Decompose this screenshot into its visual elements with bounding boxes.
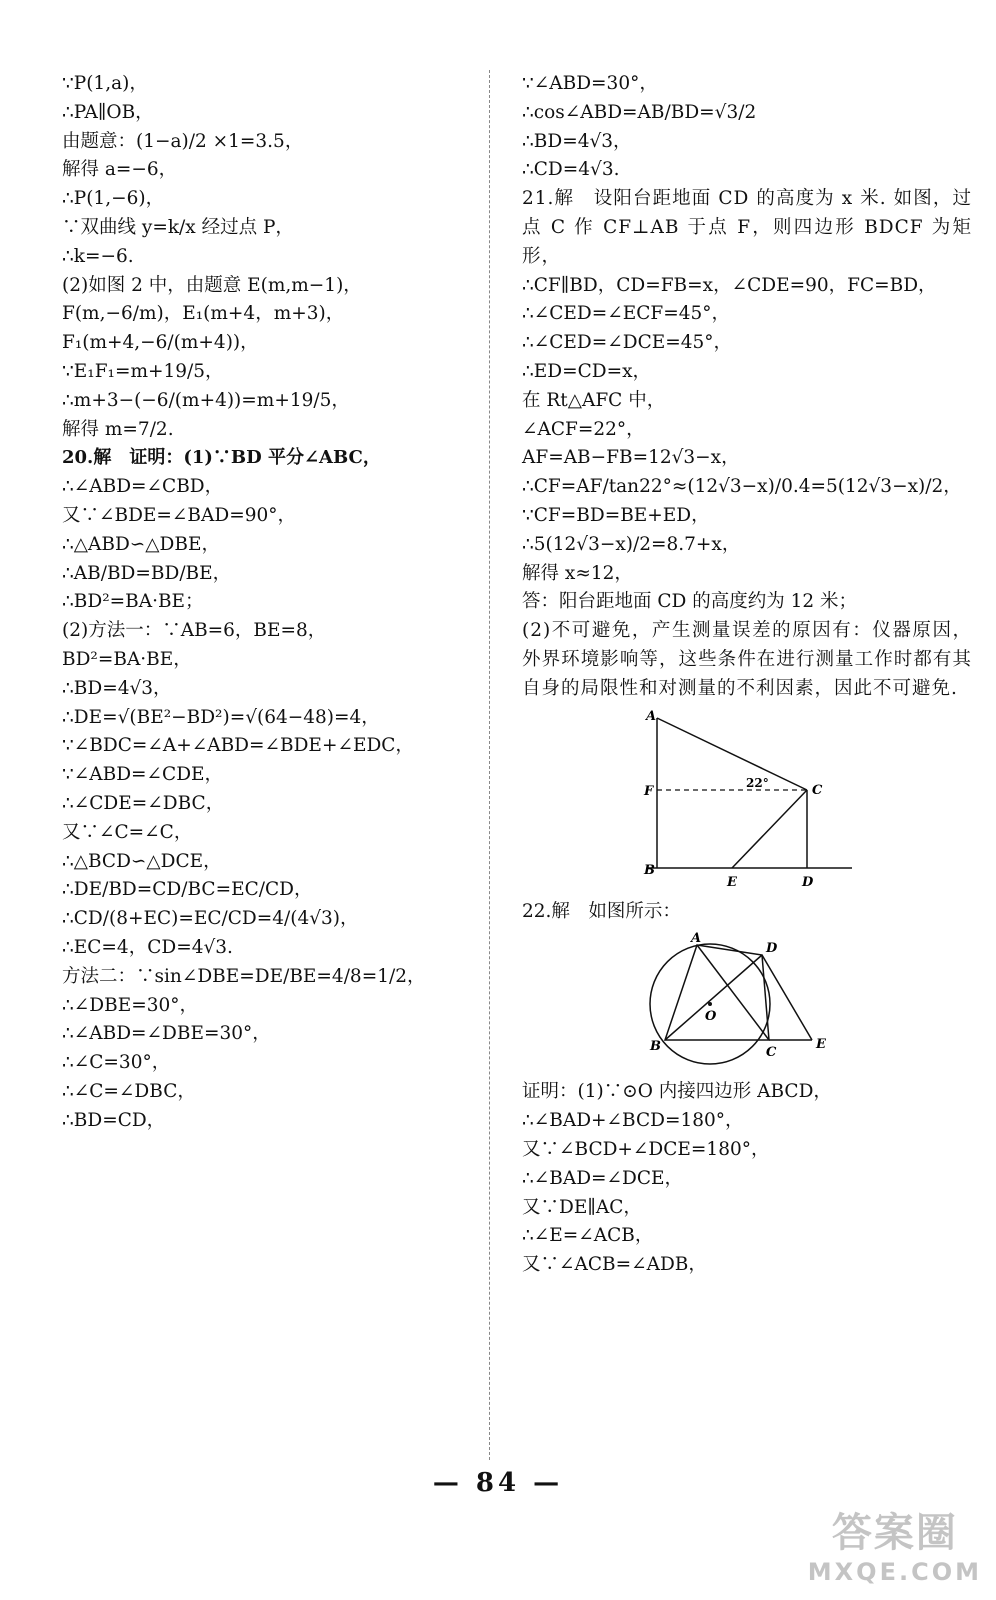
text-line: ∴△BCD∽△DCE， (62, 850, 222, 872)
text-line: 解得 x≈12， (522, 562, 633, 584)
text-line: ∴∠BAD=∠DCE， (522, 1167, 684, 1189)
text-line: ∴∠ABD=∠DBE=30°， (62, 1023, 271, 1045)
label-O: O (705, 1009, 717, 1025)
text-line: ∴AB/BD=BD/BE， (62, 562, 232, 584)
text-line: 解得 m=7/2. (62, 418, 174, 440)
figure-22-diagram (522, 928, 972, 1078)
question-20-heading: 20.解 证明：(1)∵BD 平分∠ABC， (62, 447, 381, 469)
text-line: 又∵DE∥AC， (522, 1196, 642, 1218)
text-line: ∴△ABD∽△DBE， (62, 533, 220, 555)
question-22-heading: 22.解 如图所示： (522, 900, 681, 922)
text-line: ∴DE=√(BE²−BD²)=√(64−48)=4， (62, 706, 380, 728)
text-line: ∴BD=CD， (62, 1109, 166, 1131)
label-C: C (766, 1045, 777, 1061)
text-line: ∴∠CDE=∠DBC， (62, 792, 225, 814)
text-line: 在 Rt△AFC 中， (522, 389, 666, 411)
text-line: ∴ED=CD=x， (522, 360, 652, 382)
text-line: ∴DE/BD=CD/BC=EC/CD， (62, 879, 313, 901)
label-B: B (644, 862, 655, 878)
text-line: ∴P(1,−6)， (62, 188, 165, 210)
text-line: 又∵∠BCD+∠DCE=180°， (522, 1138, 770, 1160)
text-line: 答：阳台距地面 CD 的高度约为 12 米； (522, 591, 858, 613)
label-D: D (766, 941, 778, 957)
text-line: F₁(m+4,−6/(m+4))， (62, 332, 259, 354)
column-divider (489, 70, 490, 1460)
text-line: 又∵∠C=∠C， (62, 821, 193, 843)
label-B: B (650, 1039, 661, 1055)
label-E: E (727, 874, 737, 890)
text-line: ∴∠CED=∠DCE=45°， (522, 332, 733, 354)
text-line: ∵双曲线 y=k/x 经过点 P， (62, 216, 294, 238)
right-column (522, 70, 972, 1280)
text-line: ∴∠ABD=∠CBD， (62, 476, 224, 498)
text-line: ∴EC=4，CD=4√3. (62, 936, 233, 958)
text-line: ∴BD=4√3， (522, 130, 632, 152)
label-A: A (646, 708, 657, 724)
text-line: 证明：(1)∵⊙O 内接四边形 ABCD， (522, 1081, 832, 1103)
left-column (62, 70, 462, 1135)
text-line: (2)方法一：∵AB=6，BE=8， (62, 620, 327, 642)
watermark-line2: MXQE.COM (807, 1558, 982, 1586)
figure-21-diagram (522, 708, 972, 898)
question-21-heading: 21.解 设阳台距地面 CD 的高度为 x 米. 如图，过点 C 作 CF⊥AB 于点 F，则四边形 BDCF 为矩形， (522, 188, 972, 267)
text-line: 方法二：∵sin∠DBE=DE/BE=4/8=1/2， (62, 965, 426, 987)
text-line: 又∵∠ACB=∠ADB， (522, 1254, 707, 1276)
text-line: ∴k=−6. (62, 245, 134, 267)
text-line: AF=AB−FB=12√3−x， (522, 447, 740, 469)
watermark-logo (808, 1501, 982, 1586)
text-line: F(m,−6/m)，E₁(m+4，m+3)， (62, 303, 345, 325)
text-line: ∴PA∥OB， (62, 101, 154, 123)
text-line: ∴CF∥BD，CD=FB=x，∠CDE=90，FC=BD， (522, 274, 937, 296)
text-line: ∴∠CED=∠ECF=45°， (522, 303, 731, 325)
label-C: C (812, 782, 823, 798)
page-number: — 84 — (432, 1468, 564, 1498)
text-line: ∴BD²=BA·BE； (62, 591, 204, 613)
text-line: ∴∠C=∠DBC， (62, 1080, 196, 1102)
text-line: ∴∠C=30°， (62, 1052, 171, 1074)
text-line: ∴∠DBE=30°， (62, 994, 198, 1016)
text-line: ∴CF=AF/tan22°≈(12√3−x)/0.4=5(12√3−x)/2， (522, 476, 962, 498)
text-line: ∵∠BDC=∠A+∠ABD=∠BDE+∠EDC， (62, 735, 414, 757)
text-line: ∴5(12√3−x)/2=8.7+x， (522, 533, 741, 555)
text-line: ∴CD=4√3. (522, 159, 620, 181)
label-D: D (802, 874, 814, 890)
angle-label: 22° (746, 775, 769, 790)
text-line: ∵∠ABD=∠CDE， (62, 764, 224, 786)
text-line: ∴m+3−(−6/(m+4))=m+19/5， (62, 389, 350, 411)
text-line: ∵∠ABD=30°， (522, 73, 658, 94)
text-line: ∴CD/(8+EC)=EC/CD=4/(4√3)， (62, 908, 359, 930)
text-line: ∵CF=BD=BE+ED， (522, 504, 710, 526)
text-line: ∠ACF=22°， (522, 418, 645, 440)
text-line: BD²=BA·BE， (62, 648, 192, 670)
watermark-line1: 答案圈 (831, 1510, 958, 1556)
text-line: ∴∠E=∠ACB， (522, 1225, 654, 1247)
text-line: ∴cos∠ABD=AB/BD=√3/2 (522, 101, 757, 123)
text-line: 由题意：(1−a)/2 ×1=3.5， (62, 130, 304, 152)
text-line: ∴BD=4√3， (62, 677, 172, 699)
text-line: (2)如图 2 中，由题意 E(m,m−1)， (62, 274, 362, 296)
text-line: ∵P(1,a)， (62, 73, 148, 94)
text-paragraph: (2)不可避免，产生测量误差的原因有：仪器原因，外界环境影响等，这些条件在进行测量工作时都有其自身的局限性和对测量的不利因素，因此不可避免. (522, 620, 972, 699)
text-line: ∵E₁F₁=m+19/5， (62, 360, 224, 382)
label-E: E (816, 1037, 826, 1053)
label-F: F (644, 783, 654, 799)
label-A: A (691, 931, 702, 947)
text-line: 又∵∠BDE=∠BAD=90°， (62, 504, 297, 526)
text-line: ∴∠BAD+∠BCD=180°， (522, 1110, 744, 1132)
text-line: 解得 a=−6， (62, 159, 178, 181)
